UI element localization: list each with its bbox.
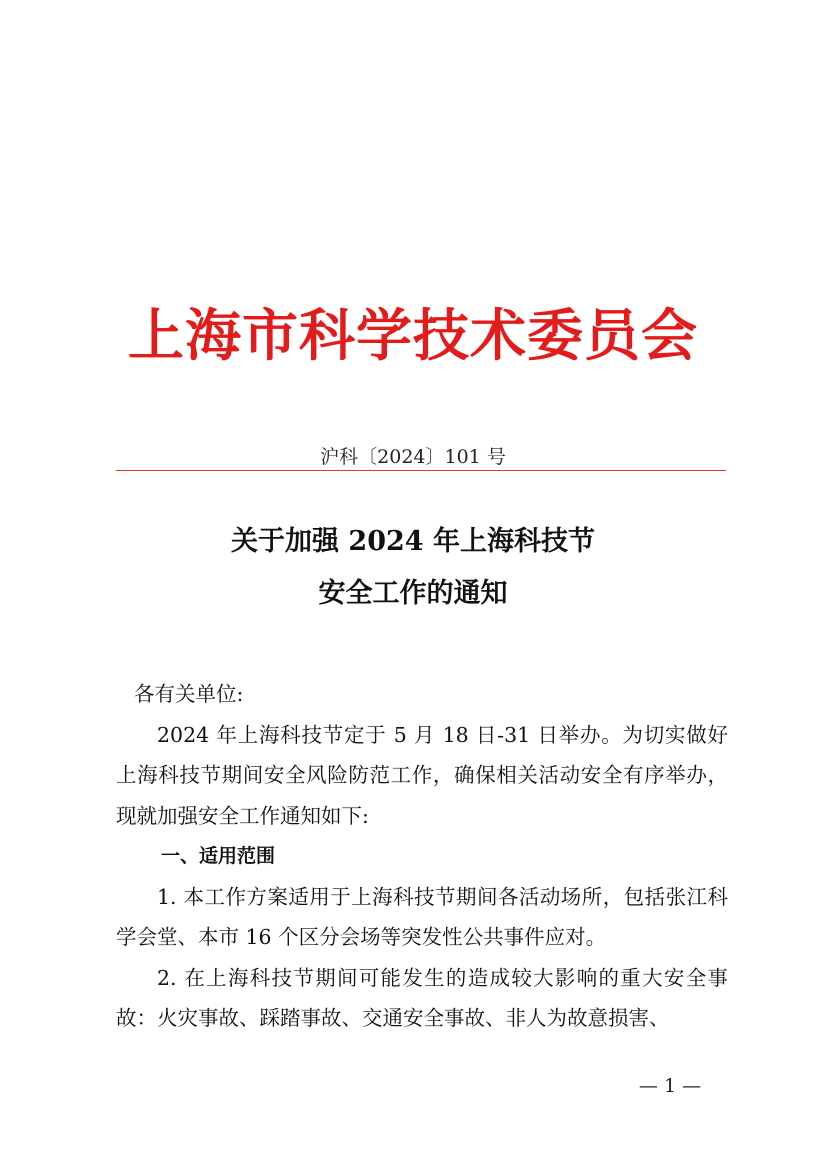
document-body <box>116 674 728 1039</box>
scope-item-1: 1. 本工作方案适用于上海科技节期间各活动场所，包括张江科学会堂、本市 16 个区分会场等突发性公共事件应对。 <box>116 884 728 949</box>
page-number: — 1 — <box>638 1075 702 1097</box>
intro-paragraph: 2024 年上海科技节定于 5 月 18 日-31 日举办。为切实做好上海科技节期间安全风险防范工作，确保相关活动安全有序举办，现就加强安全工作通知如下: <box>116 722 728 828</box>
document-title-line-1: 关于加强 2024 年上海科技节 <box>231 526 595 557</box>
red-divider-line <box>116 470 726 471</box>
document-number: 沪科〔2024〕101 号 <box>320 446 506 468</box>
organization-header: 上海市科学技术委员会 <box>128 303 698 369</box>
document-title <box>0 516 826 620</box>
document-title-line-2: 安全工作的通知 <box>318 578 508 609</box>
addressee: 各有关单位: <box>134 682 244 706</box>
scope-item-2: 2. 在上海科技节期间可能发生的造成较大影响的重大安全事故：火灾事故、踩踏事故、交通安全事故、非人为故意损害、 <box>116 965 728 1030</box>
section-heading-scope: 一、适用范围 <box>161 845 276 867</box>
